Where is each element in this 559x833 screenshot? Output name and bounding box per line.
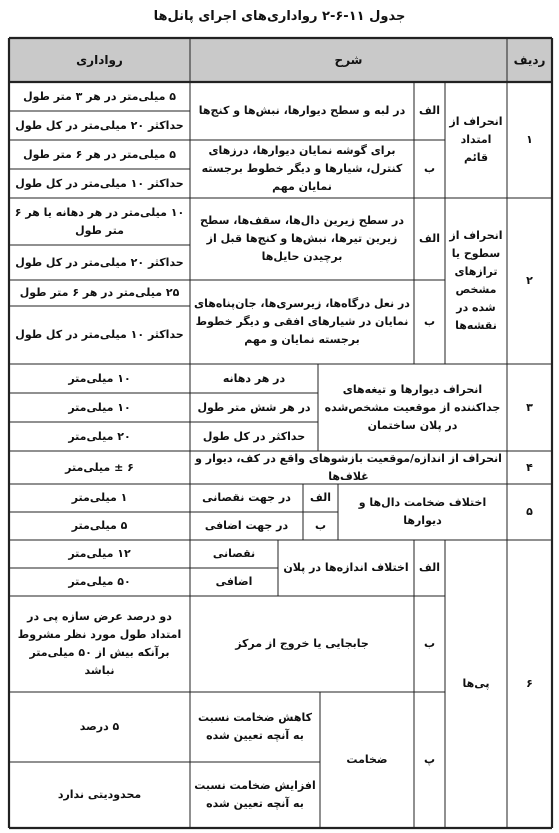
row-6c-sub-1: کاهش ضخامت نسبت به آنچه تعیین شده [198, 711, 312, 742]
row-5a-direction: در جهت نقصانی [202, 491, 291, 504]
row-6c-sub-2: افزایش ضخامت نسبت به آنچه تعیین شده [194, 779, 316, 810]
row-2a-description: در سطح زیرین دال‌ها، سقف‌ها، سطح زیرین تیرها، نبش‌ها و کنج‌ها قبل از برچیدن حایل‌ها [199, 214, 405, 263]
row-6b-description: جابجایی یا خروج از مرکز [235, 637, 369, 650]
row-5a-letter: الف [310, 491, 332, 504]
row-6-number: ۶ [526, 677, 533, 690]
row-6a-description: اختلاف اندازه‌ها در پلان [283, 561, 409, 574]
header-tolerance: رواداری [76, 53, 123, 67]
row-6a-sub-2: اضافی [215, 575, 253, 588]
row-6c-tolerance-1: ۵ درصد [79, 720, 120, 733]
row-3-number: ۳ [526, 400, 533, 414]
row-2-number: ۲ [526, 274, 533, 287]
row-6c-letter: پ [423, 753, 436, 766]
row-1a-description: در لبه و سطح دیوارها، نبش‌ها و کنج‌ها [198, 104, 406, 117]
row-5a-tolerance: ۱ میلی‌متر [71, 491, 128, 504]
row-2b-letter: ب [423, 315, 436, 328]
row-3-sub-2: در هر شش متر طول [197, 400, 311, 414]
row-1b-tolerance-1: ۵ میلی‌متر در هر ۶ متر طول [23, 147, 176, 161]
row-3-main-label: انحراف دیوارها و تیغه‌های جداکننده از موقعیت مشخص‌شده در پلان ساختمان [324, 382, 501, 432]
header-row-number: ردیف [513, 53, 546, 67]
row-5b-tolerance: ۵ میلی‌متر [71, 519, 128, 532]
row-2a-letter: الف [419, 232, 441, 245]
row-6c-tolerance-2: محدودیتی ندارد [57, 788, 142, 801]
row-6a-letter: الف [419, 561, 441, 574]
row-6a-tolerance-2: ۵۰ میلی‌متر [68, 575, 131, 588]
row-1-main-label: انحراف از امتداد قائم [449, 115, 503, 164]
row-3-tolerance-1: ۱۰ میلی‌متر [68, 371, 131, 385]
row-2-main-label: انحراف از سطوح یا ترازهای مشخص شده در نقشه‌ها [449, 229, 503, 332]
row-5-number: ۵ [526, 505, 533, 518]
row-2b-description: در نعل درگاه‌ها، زیرسری‌ها، جان‌پناه‌های نمایان در شیارهای افقی و دیگر خطوط برجسته نمایان و مهم [194, 297, 410, 346]
row-6-main-label: پی‌ها [462, 677, 490, 690]
row-6c-description: ضخامت [346, 753, 388, 766]
row-1b-tolerance-2: حداکثر ۱۰ میلی‌متر در کل طول [15, 176, 184, 190]
row-4-tolerance: ۶ ± میلی‌متر [65, 460, 134, 474]
row-5-main-label: اختلاف ضخامت دال‌ها و دیوارها [358, 496, 487, 527]
row-1-number: ۱ [526, 133, 533, 146]
row-6b-letter: ب [423, 637, 436, 650]
table-title: جدول ۱۱-۶-۲ رواداری‌های اجرای پانل‌ها [153, 9, 406, 24]
row-4-description: انحراف از اندازه/موقعیت بازشوهای واقع در کف، دیوار و غلاف‌ها [195, 451, 502, 483]
row-5b-direction: در جهت اضافی [204, 519, 289, 532]
row-3-sub-1: در هر دهانه [222, 371, 286, 385]
row-6a-sub-1: نقصانی [212, 547, 256, 560]
row-1b-description: برای گوشه نمایان دیوارها، درزهای کنترل، شیارها و دیگر خطوط برجسته نمایان مهم [201, 144, 403, 193]
row-2a-tolerance-2: حداکثر ۲۰ میلی‌متر در کل طول [15, 255, 184, 269]
row-5b-letter: ب [314, 519, 327, 532]
row-1a-tolerance-1: ۵ میلی‌متر در هر ۳ متر طول [23, 89, 176, 103]
row-4-number: ۴ [526, 460, 533, 474]
row-6b-tolerance: دو درصد عرض سازه پی در امتداد طول مورد نظر مشروط برآنکه بیش از ۵۰ میلی‌متر نباشد [17, 610, 182, 677]
row-3-tolerance-3: ۲۰ میلی‌متر [68, 429, 131, 443]
row-1b-letter: ب [423, 162, 436, 175]
header-description: شرح [334, 53, 363, 67]
row-2b-tolerance-2: حداکثر ۱۰ میلی‌متر در کل طول [15, 328, 184, 341]
row-2b-tolerance-1: ۲۵ میلی‌متر در هر ۶ متر طول [19, 286, 180, 299]
row-3-sub-3: حداکثر در کل طول [202, 429, 306, 443]
row-3-tolerance-2: ۱۰ میلی‌متر [68, 400, 131, 414]
row-1a-tolerance-2: حداکثر ۲۰ میلی‌متر در کل طول [15, 118, 184, 132]
row-2a-tolerance-1: ۱۰ میلی‌متر در هر دهانه یا هر ۶ متر طول [14, 205, 185, 237]
row-6a-tolerance-1: ۱۲ میلی‌متر [68, 547, 131, 560]
row-1a-letter: الف [419, 104, 441, 117]
